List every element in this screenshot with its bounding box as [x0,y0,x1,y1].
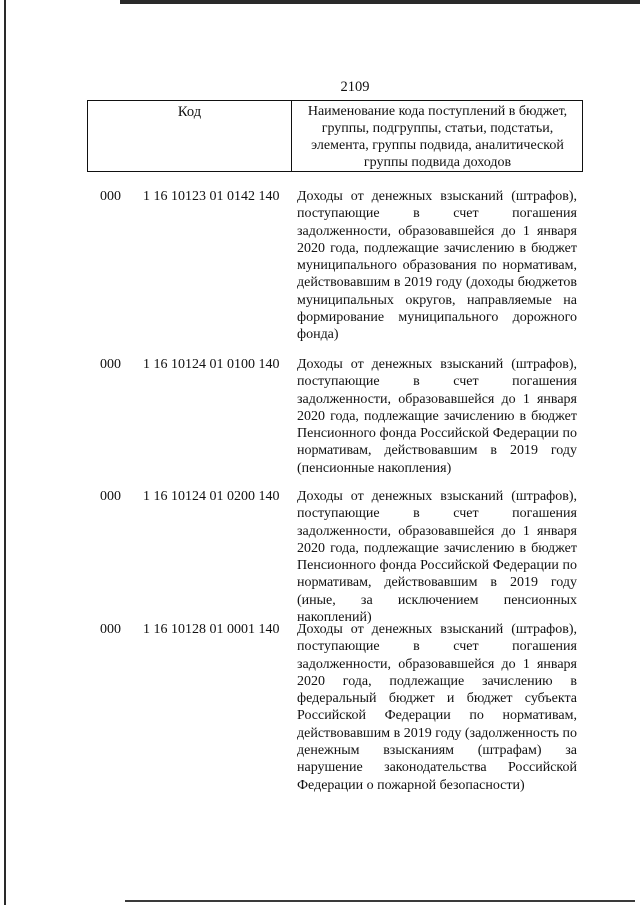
entry-prefix: 000 [100,357,121,372]
entry-prefix: 000 [100,189,121,204]
entry-description: Доходы от денежных взысканий (штрафов), поступающие в счет погашения задолженности, образовавшейся до 1 января 2020 года, подлежащие зачислению в бюджет Пенсионного фонда Российской Федерации по нормативам, действовавшим в 2019 году (иные, за исключением пенсионных накоплений) [297,489,577,626]
entry-code: 1 16 10128 01 0001 140 [143,622,280,637]
entry-description: Доходы от денежных взысканий (штрафов), поступающие в счет погашения задолженности, образовавшейся до 1 января 2020 года, подлежащие зачислению в бюджет Пенсионного фонда Российской Федерации по нормативам, действовавшим в 2019 году (пенсионные накопления) [297,357,577,476]
entry-prefix: 000 [100,622,121,637]
entry-code: 1 16 10123 01 0142 140 [143,189,280,204]
header-code-label: Код [177,104,202,120]
entry-prefix: 000 [100,489,121,504]
scan-edge-top [120,0,640,4]
header-name-label: Наименование кода поступлений в бюджет, группы, подгруппы, статьи, подстатьи, элемента, группы подвида, аналитической группы подвида доходов [307,104,568,170]
entry-code: 1 16 10124 01 0100 140 [143,357,280,372]
page-number: 2109 [340,79,370,95]
entry-description: Доходы от денежных взысканий (штрафов), поступающие в счет погашения задолженности, образовавшейся до 1 января 2020 года, подлежащие зачислению в федеральный бюджет и бюджет субъекта Российской Федерации по нормативам, действовавшим в 2019 году (задолженность по денежным взысканиям (штрафам) за нарушение законодательства Российской Федерации о пожарной безопасности) [297,622,577,793]
header-table [87,100,583,172]
header-column-divider [291,101,292,171]
entry-code: 1 16 10124 01 0200 140 [143,489,280,504]
entry-description: Доходы от денежных взысканий (штрафов), поступающие в счет погашения задолженности, образовавшейся до 1 января 2020 года, подлежащие зачислению в бюджет муниципального образования по нормативам, действовавшим в 2019 году (доходы бюджетов муниципальных округов, направляемые на формирование муниципального дорожного фонда) [297,189,577,343]
scan-edge-bottom [125,900,635,902]
scan-edge-left [4,0,6,905]
